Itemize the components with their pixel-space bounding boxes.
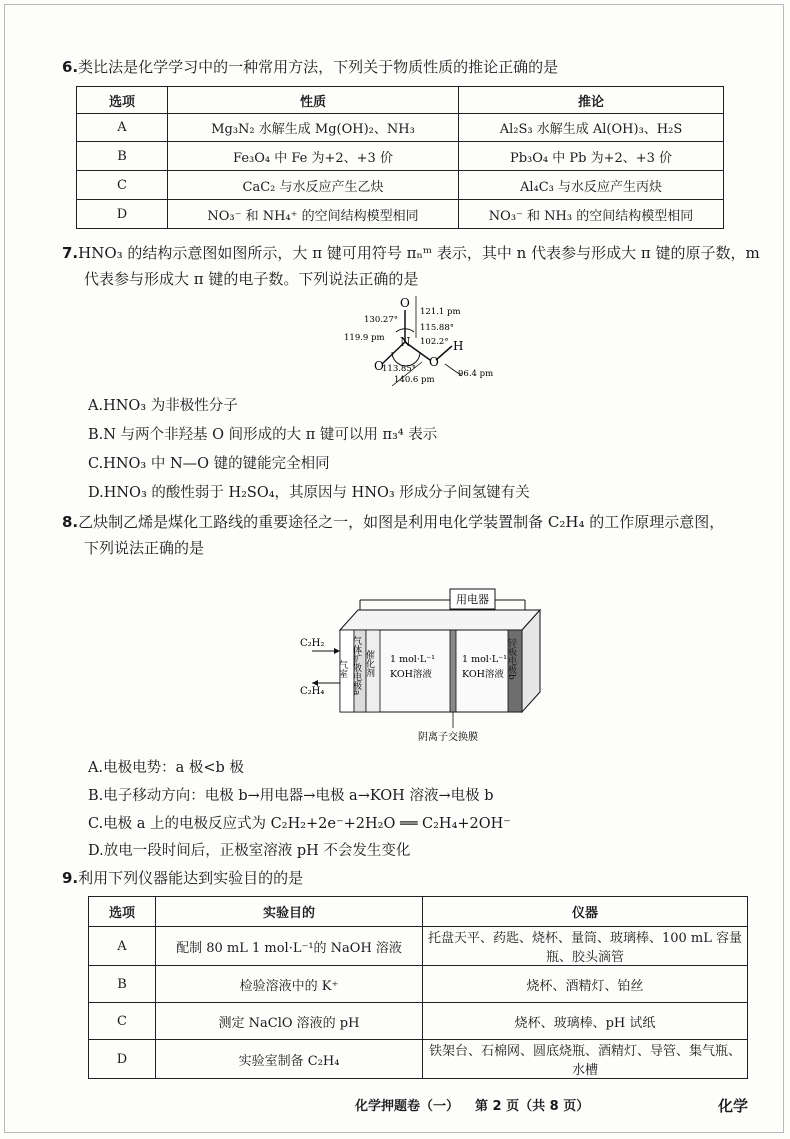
- row-option: B: [89, 966, 156, 1003]
- table-row: [77, 200, 724, 229]
- table-row: [77, 142, 724, 171]
- header-inference: 推论: [459, 87, 724, 114]
- row-option: C: [77, 171, 168, 200]
- question-8-stem-line1: [62, 509, 724, 535]
- question-8-option-a: A.电极电势：a 极<b 极: [88, 760, 244, 776]
- label-angle-top-left: 130.27°: [364, 315, 398, 325]
- row-instrument: 烧杯、玻璃棒、pH 试纸: [423, 1003, 748, 1040]
- appliance-label: 用电器: [456, 593, 489, 606]
- question-8-stem-line2: 下列说法正确的是: [84, 539, 205, 557]
- row-inference: NO₃⁻ 和 NH₃ 的空间结构模型相同: [459, 200, 724, 229]
- row-goal: 检验溶液中的 K⁺: [156, 966, 423, 1003]
- question-7-option-a: A.HNO₃ 为非极性分子: [88, 398, 238, 414]
- right-concentration-label: 1 mol·L⁻¹: [462, 654, 507, 665]
- table-header-row: [77, 87, 724, 114]
- atom-o-left: O: [374, 359, 384, 373]
- question-text: 乙炔制乙烯是煤化工路线的重要途径之一，如图是利用电化学装置制备 C₂H₄ 的工作原理示意图，: [78, 513, 725, 531]
- table-row: [89, 1003, 748, 1040]
- row-option: C: [89, 1003, 156, 1040]
- table-row: [89, 966, 748, 1003]
- row-property: CaC₂ 与水反应产生乙炔: [168, 171, 459, 200]
- question-9-table: [88, 896, 748, 1079]
- question-number: 7.: [62, 244, 79, 262]
- table-row: [89, 927, 748, 966]
- atom-o-top: O: [400, 296, 410, 310]
- row-property: Fe₃O₄ 中 Fe 为+2、+3 价: [168, 142, 459, 171]
- question-7-option-d: D.HNO₃ 的酸性弱于 H₂SO₄，其原因与 HNO₃ 形成分子间氢键有关: [88, 485, 530, 501]
- question-number: 6.: [62, 58, 79, 76]
- row-goal: 配制 80 mL 1 mol·L⁻¹的 NaOH 溶液: [156, 927, 423, 966]
- membrane-label: 阴离子交换膜: [418, 732, 478, 743]
- atom-o-right: O: [429, 355, 439, 369]
- question-7-stem-line2: 代表参与形成大 π 键的电子数。下列说法正确的是: [84, 270, 419, 288]
- footer-title: 化学押题卷（一）: [355, 1099, 460, 1114]
- footer-page-number: 第 2 页（共 8 页）: [475, 1099, 590, 1114]
- row-option: D: [77, 200, 168, 229]
- table-header-row: [89, 897, 748, 927]
- electrochemical-cell-diagram: [300, 580, 550, 760]
- row-property: Mg₃N₂ 水解生成 Mg(OH)₂、NH₃: [168, 114, 459, 142]
- row-inference: Pb₃O₄ 中 Pb 为+2、+3 价: [459, 142, 724, 171]
- row-property: NO₃⁻ 和 NH₄⁺ 的空间结构模型相同: [168, 200, 459, 229]
- question-6-stem: [62, 54, 558, 80]
- row-inference: Al₄C₃ 与水反应产生丙炔: [459, 171, 724, 200]
- header-goal: 实验目的: [156, 897, 423, 927]
- question-number: 9.: [62, 869, 79, 887]
- hno3-structure-diagram: [330, 294, 530, 394]
- question-text: HNO₃ 的结构示意图如图所示，大 π 键可用符号 πₙᵐ 表示，其中 n 代表参与形成大 π 键的原子数，m: [78, 244, 760, 262]
- row-option: A: [89, 927, 156, 966]
- gas-chamber-label: 气室: [337, 660, 347, 678]
- row-option: A: [77, 114, 168, 142]
- table-row: [77, 171, 724, 200]
- label-bond-length-left: 119.9 pm: [344, 333, 385, 343]
- question-7-option-b: B.N 与两个非羟基 O 间形成的大 π 键可以用 π₃⁴ 表示: [88, 427, 438, 443]
- header-option: 选项: [89, 897, 156, 927]
- header-instrument: 仪器: [423, 897, 748, 927]
- label-angle-bottom: 113.85°: [382, 364, 416, 374]
- anion-exchange-membrane: [450, 630, 456, 712]
- header-option: 选项: [77, 87, 168, 114]
- atom-n: N: [400, 335, 411, 349]
- right-electrolyte-label: KOH溶液: [462, 669, 504, 680]
- label-bond-length-bottom: 140.6 pm: [394, 375, 435, 385]
- table-row: [89, 1040, 748, 1079]
- row-instrument: 铁架台、石棉网、圆底烧瓶、酒精灯、导管、集气瓶、水槽: [423, 1040, 748, 1079]
- header-property: 性质: [168, 87, 459, 114]
- question-7-stem-line1: [62, 240, 760, 266]
- label-angle-oh: 102.2°: [420, 337, 449, 347]
- question-8-option-d: D.放电一段时间后，正极室溶液 pH 不会发生变化: [88, 843, 411, 859]
- row-instrument: 托盘天平、药匙、烧杯、量筒、玻璃棒、100 mL 容量瓶、胶头滴管: [423, 927, 748, 966]
- question-8-option-c: C.电极 a 上的电极反应式为 C₂H₂+2e⁻+2H₂O ══ C₂H₄+2OH⁻: [88, 816, 511, 832]
- question-6-table: [76, 86, 724, 229]
- atom-h: H: [453, 339, 464, 353]
- question-7-option-c: C.HNO₃ 中 N—O 键的键能完全相同: [88, 456, 330, 472]
- catalyst-label: 催化剂: [364, 650, 374, 677]
- question-9-stem: [62, 865, 303, 891]
- gas-diffusion-electrode-label: 气体扩散电极a: [351, 636, 361, 696]
- left-concentration-label: 1 mol·L⁻¹: [390, 654, 435, 665]
- label-angle-top-right: 115.88°: [420, 323, 454, 333]
- outlet-gas-label: C₂H₄: [300, 686, 325, 697]
- row-goal: 实验室制备 C₂H₄: [156, 1040, 423, 1079]
- question-number: 8.: [62, 513, 79, 531]
- table-row: [77, 114, 724, 142]
- row-instrument: 烧杯、酒精灯、铂丝: [423, 966, 748, 1003]
- question-8-option-b: B.电子移动方向：电极 b→用电器→电极 a→KOH 溶液→电极 b: [88, 788, 494, 804]
- zinc-electrode-label: 锌板电极b: [506, 638, 516, 680]
- left-electrolyte-label: KOH溶液: [390, 669, 432, 680]
- footer-subject: 化学: [718, 1097, 749, 1115]
- question-text: 利用下列仪器能达到实验目的的是: [78, 869, 304, 887]
- row-inference: Al₂S₃ 水解生成 Al(OH)₃、H₂S: [459, 114, 724, 142]
- row-option: B: [77, 142, 168, 171]
- row-goal: 测定 NaClO 溶液的 pH: [156, 1003, 423, 1040]
- row-option: D: [89, 1040, 156, 1079]
- label-bond-length-oh: 96.4 pm: [458, 369, 494, 379]
- label-bond-length-top: 121.1 pm: [420, 307, 461, 317]
- question-text: 类比法是化学学习中的一种常用方法，下列关于物质性质的推论正确的是: [78, 58, 559, 76]
- inlet-gas-label: C₂H₂: [300, 638, 325, 649]
